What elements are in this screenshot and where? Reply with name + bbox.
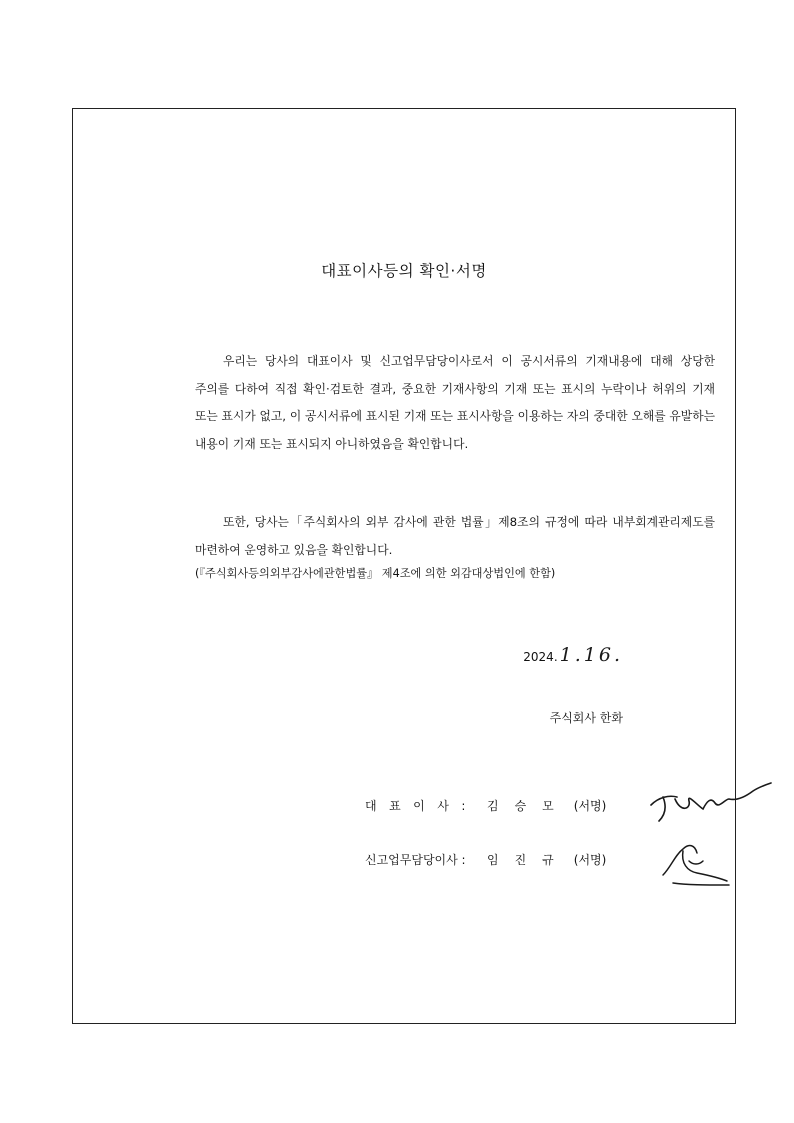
signing-date <box>523 644 623 666</box>
signatory-ceo <box>365 797 606 814</box>
signatory-name: 임진규 <box>487 853 570 867</box>
officer-signature-image <box>653 835 733 891</box>
confirmation-paragraph: 우리는 당사의 대표이사 및 신고업무담당이사로서 이 공시서류의 기재내용에 대해 상당한 주의를 다하여 직접 확인·검토한 결과, 중요한 기재사항의 기재 또는 표시의 누락이나 허위의 기재 또는 표시가 없고, 이 공시서류에 표시된 기재 또는 표시사항을 이용하는 자의 중대한 오해를 유발하는 내용이 기재 또는 표시되지 아니하였음을 확인합니다. <box>195 354 715 451</box>
company-name: 주식회사 한화 <box>549 711 623 725</box>
signatory-name: 김승모 <box>487 799 570 813</box>
ceo-signature-image <box>645 775 775 827</box>
signature-placeholder: (서명) <box>573 799 607 813</box>
date-typed: 2024. <box>523 650 558 664</box>
internal-control-paragraph: 또한, 당사는「주식회사의 외부 감사에 관한 법률」제8조의 규정에 따라 내부회계관리제도를 마련하여 운영하고 있음을 확인합니다. <box>195 515 715 557</box>
document-title: 대표이사등의 확인·서명 <box>321 262 487 280</box>
applicability-note: (『주식회사등의외부감사에관한법률』 제4조에 의한 외감대상법인에 한함) <box>195 567 556 580</box>
document-frame <box>72 108 736 1024</box>
date-handwritten: 1.16. <box>559 644 623 666</box>
signature-placeholder: (서명) <box>573 853 607 867</box>
signatory-disclosure-officer <box>365 851 606 868</box>
signatory-role: 신고업무담당이사 : <box>365 853 466 867</box>
signatory-role: 대표이사: <box>365 799 478 813</box>
